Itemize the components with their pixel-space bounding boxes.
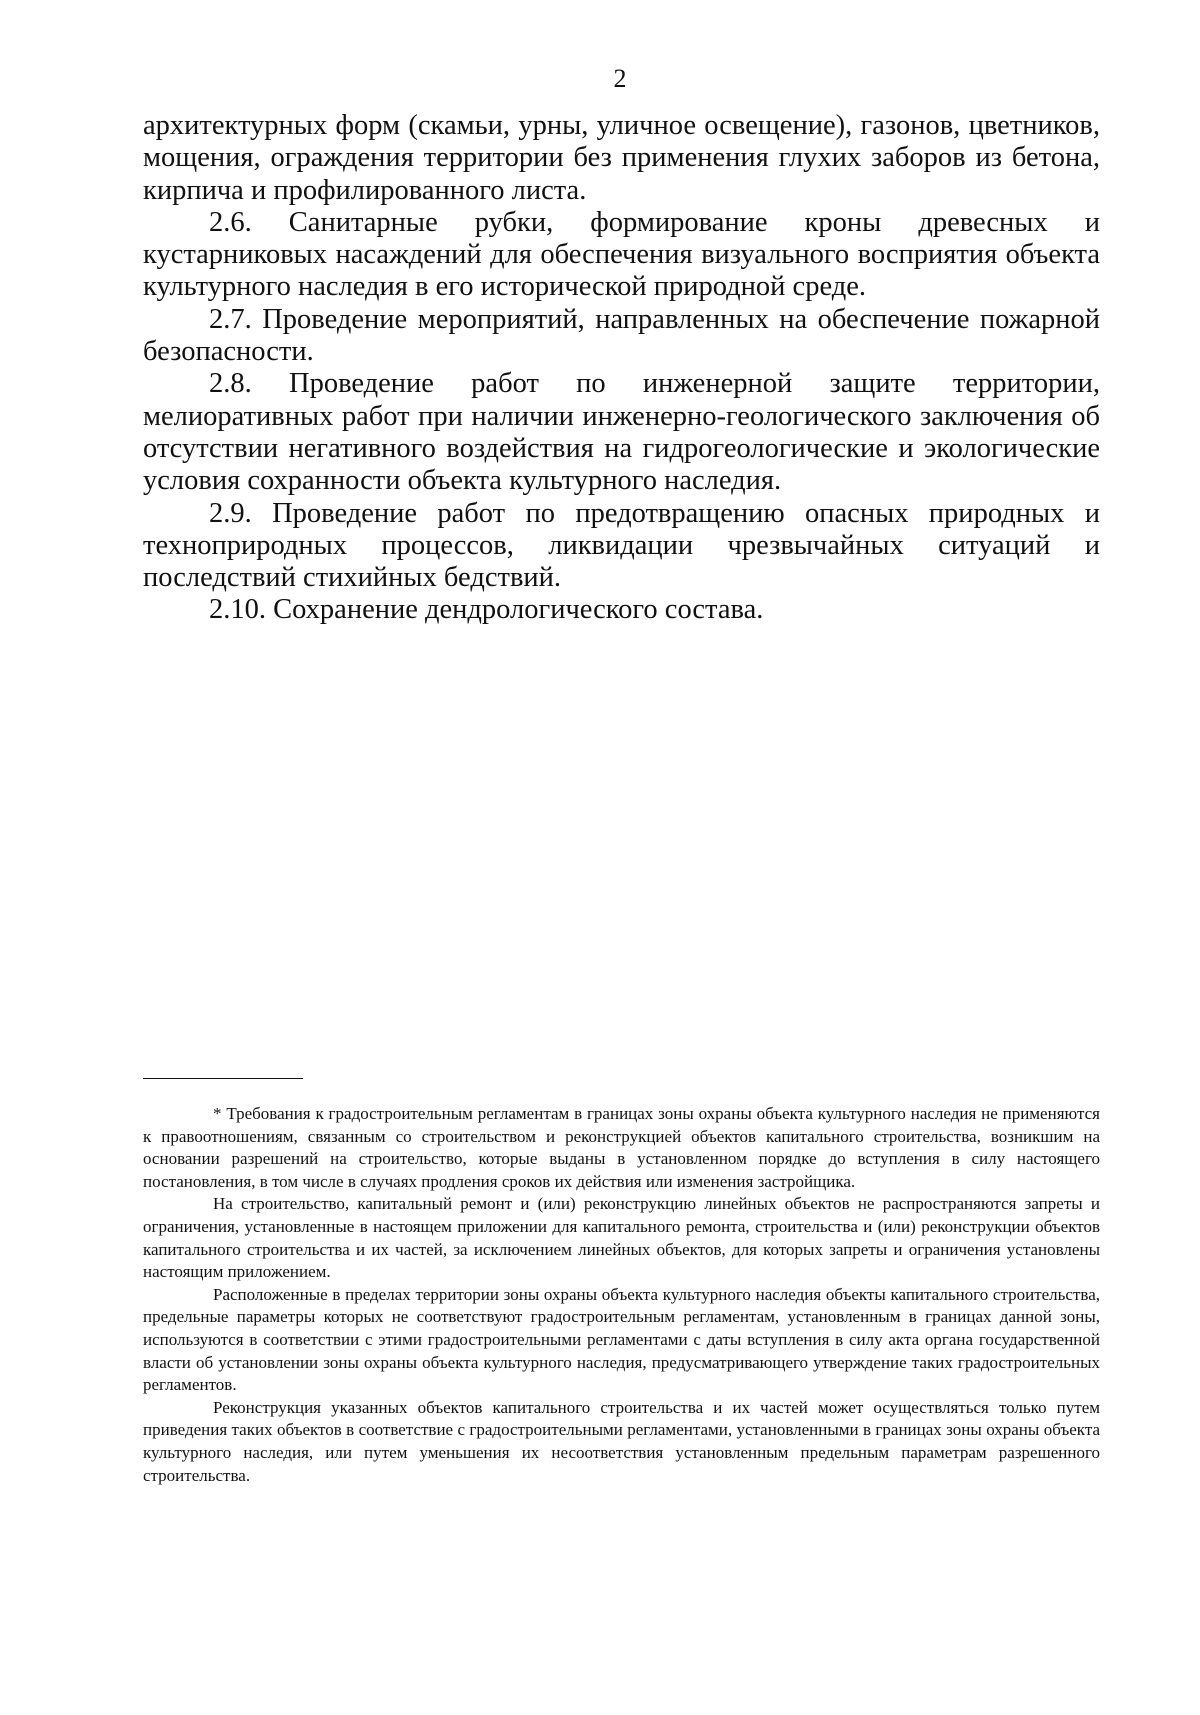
footnote-paragraph: Расположенные в пределах территории зоны охраны объекта культурного наследия объекты капитального строительства, предельные параметры которых не соответствуют градостроительным регламентам, установленным в границах данной зоны, используются в соответствии с этими градостроительными регламентами с даты вступления в силу акта органа государственной власти об установлении зоны охраны объекта культурного наследия, предусматривающего утверждение таких градостроительных регламентов. bbox=[143, 1284, 1100, 1395]
footnote-paragraph: Реконструкция указанных объектов капитального строительства и их частей может осуществляться только путем приведения таких объектов в соответствие с градостроительными регламентами, установленными в границах зоны охраны объекта культурного наследия, или путем уменьшения их несоответствия установленным предельным параметрам разрешенного строительства. bbox=[143, 1397, 1100, 1485]
footnote-separator bbox=[143, 1078, 303, 1079]
paragraph-2-8: 2.8. Проведение работ по инженерной защите территории, мелиоративных работ при наличии инженерно-геологического заключения об отсутствии негативного воздействия на гидрогеологические и экологические условия сохранности объекта культурного наследия. bbox=[143, 368, 1100, 497]
footnote-paragraph: На строительство, капитальный ремонт и (или) реконструкцию линейных объектов не распространяются запреты и ограничения, установленные в настоящем приложении для капитального ремонта, строительства и (или) реконструкции объектов капитального строительства и их частей, за исключением линейных объектов, для которых запреты и ограничения установлены настоящим приложением. bbox=[143, 1194, 1100, 1282]
main-text bbox=[143, 110, 1100, 627]
footnotes bbox=[143, 1103, 1100, 1487]
page-number: 2 bbox=[613, 64, 627, 93]
paragraph-2-9: 2.9. Проведение работ по предотвращению опасных природных и техноприродных процессов, ликвидации чрезвычайных ситуаций и последствий стихийных бедствий. bbox=[143, 497, 1100, 594]
paragraph-2-6: 2.6. Санитарные рубки, формирование кроны древесных и кустарниковых насаждений для обеспечения визуального восприятия объекта культурного наследия в его исторической природной среде. bbox=[143, 206, 1100, 303]
paragraph-continuation: архитектурных форм (скамьи, урны, уличное освещение), газонов, цветников, мощения, ограждения территории без применения глухих заборов из бетона, кирпича и профилированного листа. bbox=[143, 110, 1100, 206]
paragraph-2-7: 2.7. Проведение мероприятий, направленных на обеспечение пожарной безопасности. bbox=[143, 303, 1100, 368]
footnote-paragraph: * Требования к градостроительным регламентам в границах зоны охраны объекта культурного наследия не применяются к правоотношениям, связанным со строительством и реконструкцией объектов капитального строительства, возникшим на основании разрешений на строительство, которые выданы в установленном порядке до вступления в силу настоящего постановления, в том числе в случаях продления сроков их действия или изменения застройщика. bbox=[143, 1104, 1100, 1191]
paragraph-2-10: 2.10. Сохранение дендрологического состава. bbox=[209, 594, 764, 626]
